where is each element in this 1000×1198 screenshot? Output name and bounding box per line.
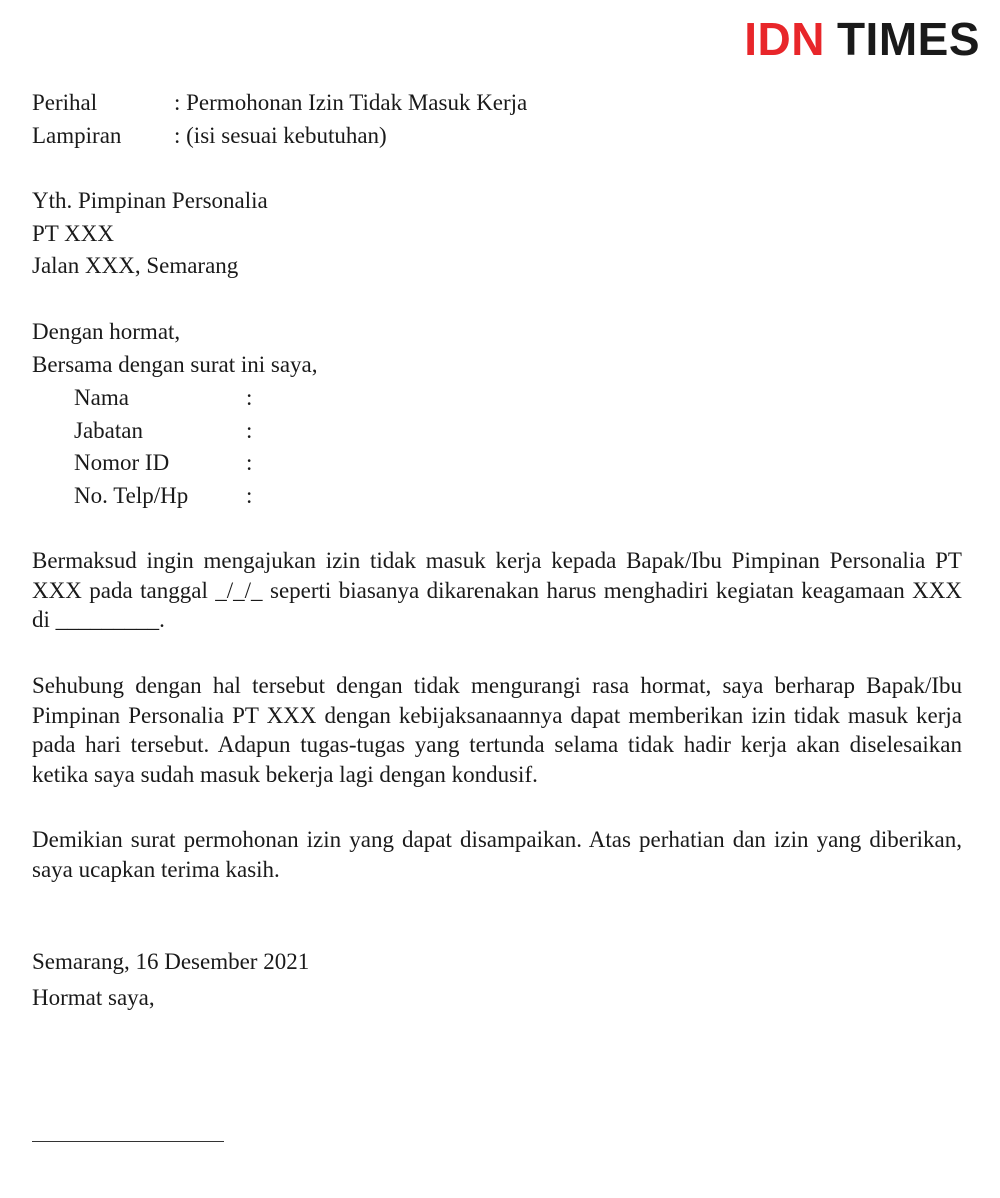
identity-separator: : xyxy=(246,385,253,410)
identity-label: Nomor ID xyxy=(74,450,170,475)
lampiran-label: Lampiran xyxy=(32,122,122,148)
perihal-label: Perihal xyxy=(32,90,98,115)
logo-idn: IDN xyxy=(744,13,825,65)
perihal-value: : Permohonan Izin Tidak Masuk Kerja xyxy=(174,90,528,115)
identity-label: Nama xyxy=(74,385,129,410)
lampiran-value: : (isi sesuai kebutuhan) xyxy=(174,122,387,148)
greeting: Dengan hormat, xyxy=(32,319,181,344)
idn-times-logo xyxy=(744,14,980,64)
identity-separator: : xyxy=(246,417,253,443)
logo-times: TIMES xyxy=(836,13,980,65)
recipient-address xyxy=(32,185,268,283)
body-paragraph-1: Bermaksud ingin mengajukan izin tidak masuk kerja kepada Bapak/Ibu Pimpinan Personalia PT XXX pada tanggal _/_/_ seperti biasanya dikarenakan harus menghadiri kegiatan keagamaan XXX di _________. xyxy=(32,548,962,632)
opening xyxy=(32,316,318,381)
regards: Hormat saya, xyxy=(32,984,155,1010)
intro-line: Bersama dengan surat ini saya, xyxy=(32,351,318,377)
closing xyxy=(32,946,309,1014)
body-paragraph-2: Sehubung dengan hal tersebut dengan tidak mengurangi rasa hormat, saya berharap Bapak/Ibu Pimpinan Personalia PT XXX dengan kebijaksanaannya dapat memberikan izin tidak masuk kerja pada hari tersebut. Adapun tugas-tugas yang tertunda selama tidak hadir kerja akan diselesaikan ketika saya sudah masuk bekerja lagi dengan kondusif. xyxy=(32,673,962,787)
identity-separator: : xyxy=(246,482,253,508)
recipient-line: PT XXX xyxy=(32,220,115,246)
identity-label: Jabatan xyxy=(74,417,143,443)
signature-line xyxy=(32,1141,224,1142)
recipient-line: Jalan XXX, Semarang xyxy=(32,253,239,278)
recipient-line: Yth. Pimpinan Personalia xyxy=(32,188,268,213)
identity-separator: : xyxy=(246,450,253,475)
place-date: Semarang, 16 Desember 2021 xyxy=(32,949,310,974)
identity-label: No. Telp/Hp xyxy=(74,482,189,508)
body-paragraph-3: Demikian surat permohonan izin yang dapat disampaikan. Atas perhatian dan izin yang diberikan, saya ucapkan terima kasih. xyxy=(32,827,962,882)
